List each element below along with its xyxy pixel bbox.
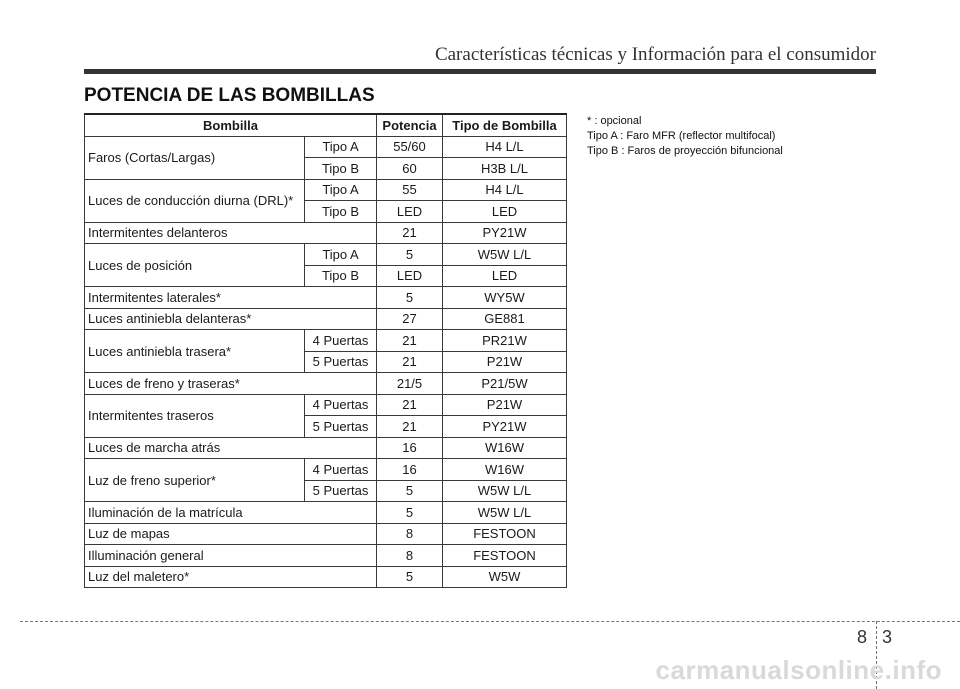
bulb-type: W5W: [443, 566, 567, 588]
header-tipo: Tipo de Bombilla: [443, 114, 567, 136]
table-row: [85, 308, 567, 330]
table-row: [85, 545, 567, 567]
bulb-variant: 5 Puertas: [305, 351, 377, 373]
bulb-name: Intermitentes traseros: [85, 394, 305, 437]
note-tipo-b: Tipo B : Faros de proyección bifuncional: [587, 145, 783, 157]
bulb-type: LED: [443, 265, 567, 287]
note-tipo-a: Tipo A : Faro MFR (reflector multifocal): [587, 130, 776, 142]
table-row: [85, 373, 567, 395]
bulb-table: [84, 113, 567, 588]
bulb-power: LED: [377, 265, 443, 287]
bulb-type: W16W: [443, 459, 567, 481]
bulb-variant: 4 Puertas: [305, 394, 377, 416]
bulb-type: FESTOON: [443, 545, 567, 567]
bulb-variant: Tipo A: [305, 136, 377, 158]
bulb-variant: Tipo A: [305, 179, 377, 201]
watermark: carmanualsonline.info: [655, 655, 942, 685]
table-row: [85, 502, 567, 524]
bulb-power: 21: [377, 330, 443, 352]
table-row: [85, 566, 567, 588]
bulb-type: LED: [443, 201, 567, 223]
bulb-name: Intermitentes delanteros: [85, 222, 377, 244]
bulb-name: Luces de posición: [85, 244, 305, 287]
footer-divider: [20, 621, 960, 622]
bulb-type: FESTOON: [443, 523, 567, 545]
bulb-name: Luces de freno y traseras*: [85, 373, 377, 395]
bulb-name: Luces antiniebla trasera*: [85, 330, 305, 373]
bulb-power: 21/5: [377, 373, 443, 395]
header-title: Características técnicas y Información para el consumidor: [434, 44, 876, 65]
table-row: [85, 179, 567, 201]
bulb-type: H3B L/L: [443, 158, 567, 180]
bulb-power: 5: [377, 566, 443, 588]
table-row: [85, 136, 567, 158]
header-rule: [84, 69, 876, 74]
bulb-variant: 4 Puertas: [305, 330, 377, 352]
bulb-type: PY21W: [443, 416, 567, 438]
section-title: POTENCIA DE LAS BOMBILLAS: [84, 85, 375, 106]
bulb-name: Illuminación general: [85, 545, 377, 567]
bulb-type: GE881: [443, 308, 567, 330]
bulb-name: Luz de freno superior*: [85, 459, 305, 502]
table-row: [85, 459, 567, 481]
bulb-power: 8: [377, 523, 443, 545]
table-row: [85, 330, 567, 352]
bulb-type: PY21W: [443, 222, 567, 244]
bulb-type: P21W: [443, 394, 567, 416]
bulb-variant: Tipo A: [305, 244, 377, 266]
bulb-variant: 5 Puertas: [305, 416, 377, 438]
bulb-variant: 5 Puertas: [305, 480, 377, 502]
bulb-variant: Tipo B: [305, 158, 377, 180]
bulb-power: 16: [377, 459, 443, 481]
bulb-power: 55: [377, 179, 443, 201]
table-header-row: [85, 114, 567, 136]
bulb-type: WY5W: [443, 287, 567, 309]
bulb-type: W5W L/L: [443, 244, 567, 266]
header-bombilla: Bombilla: [85, 114, 377, 136]
bulb-variant: Tipo B: [305, 201, 377, 223]
bulb-name: Luces antiniebla delanteras*: [85, 308, 377, 330]
table-row: [85, 523, 567, 545]
bulb-name: Luces de marcha atrás: [85, 437, 377, 459]
bulb-power: 55/60: [377, 136, 443, 158]
notes: [587, 114, 783, 159]
bulb-variant: 4 Puertas: [305, 459, 377, 481]
bulb-power: LED: [377, 201, 443, 223]
table-row: [85, 437, 567, 459]
bulb-name: Luces de conducción diurna (DRL)*: [85, 179, 305, 222]
bulb-type: P21/5W: [443, 373, 567, 395]
bulb-name: Iluminación de la matrícula: [85, 502, 377, 524]
table-row: [85, 244, 567, 266]
table-row: [85, 394, 567, 416]
bulb-power: 21: [377, 222, 443, 244]
bulb-power: 21: [377, 394, 443, 416]
chapter-number: 8: [857, 627, 868, 647]
bulb-name: Luz del maletero*: [85, 566, 377, 588]
bulb-variant: Tipo B: [305, 265, 377, 287]
bulb-power: 8: [377, 545, 443, 567]
bulb-type: W16W: [443, 437, 567, 459]
bulb-power: 21: [377, 416, 443, 438]
bulb-power: 16: [377, 437, 443, 459]
bulb-name: Intermitentes laterales*: [85, 287, 377, 309]
bulb-power: 60: [377, 158, 443, 180]
bulb-power: 5: [377, 244, 443, 266]
bulb-type: PR21W: [443, 330, 567, 352]
bulb-power: 5: [377, 480, 443, 502]
bulb-power: 21: [377, 351, 443, 373]
bulb-name: Faros (Cortas/Largas): [85, 136, 305, 179]
header-potencia: Potencia: [377, 114, 443, 136]
table-row: [85, 222, 567, 244]
note-optional: * : opcional: [587, 115, 642, 127]
bulb-type: W5W L/L: [443, 480, 567, 502]
bulb-table-body: [85, 114, 567, 588]
bulb-type: H4 L/L: [443, 136, 567, 158]
bulb-power: 5: [377, 287, 443, 309]
bulb-type: W5W L/L: [443, 502, 567, 524]
page-number: 3: [882, 627, 893, 647]
bulb-type: P21W: [443, 351, 567, 373]
bulb-name: Luz de mapas: [85, 523, 377, 545]
bulb-power: 5: [377, 502, 443, 524]
bulb-type: H4 L/L: [443, 179, 567, 201]
bulb-power: 27: [377, 308, 443, 330]
table-row: [85, 287, 567, 309]
